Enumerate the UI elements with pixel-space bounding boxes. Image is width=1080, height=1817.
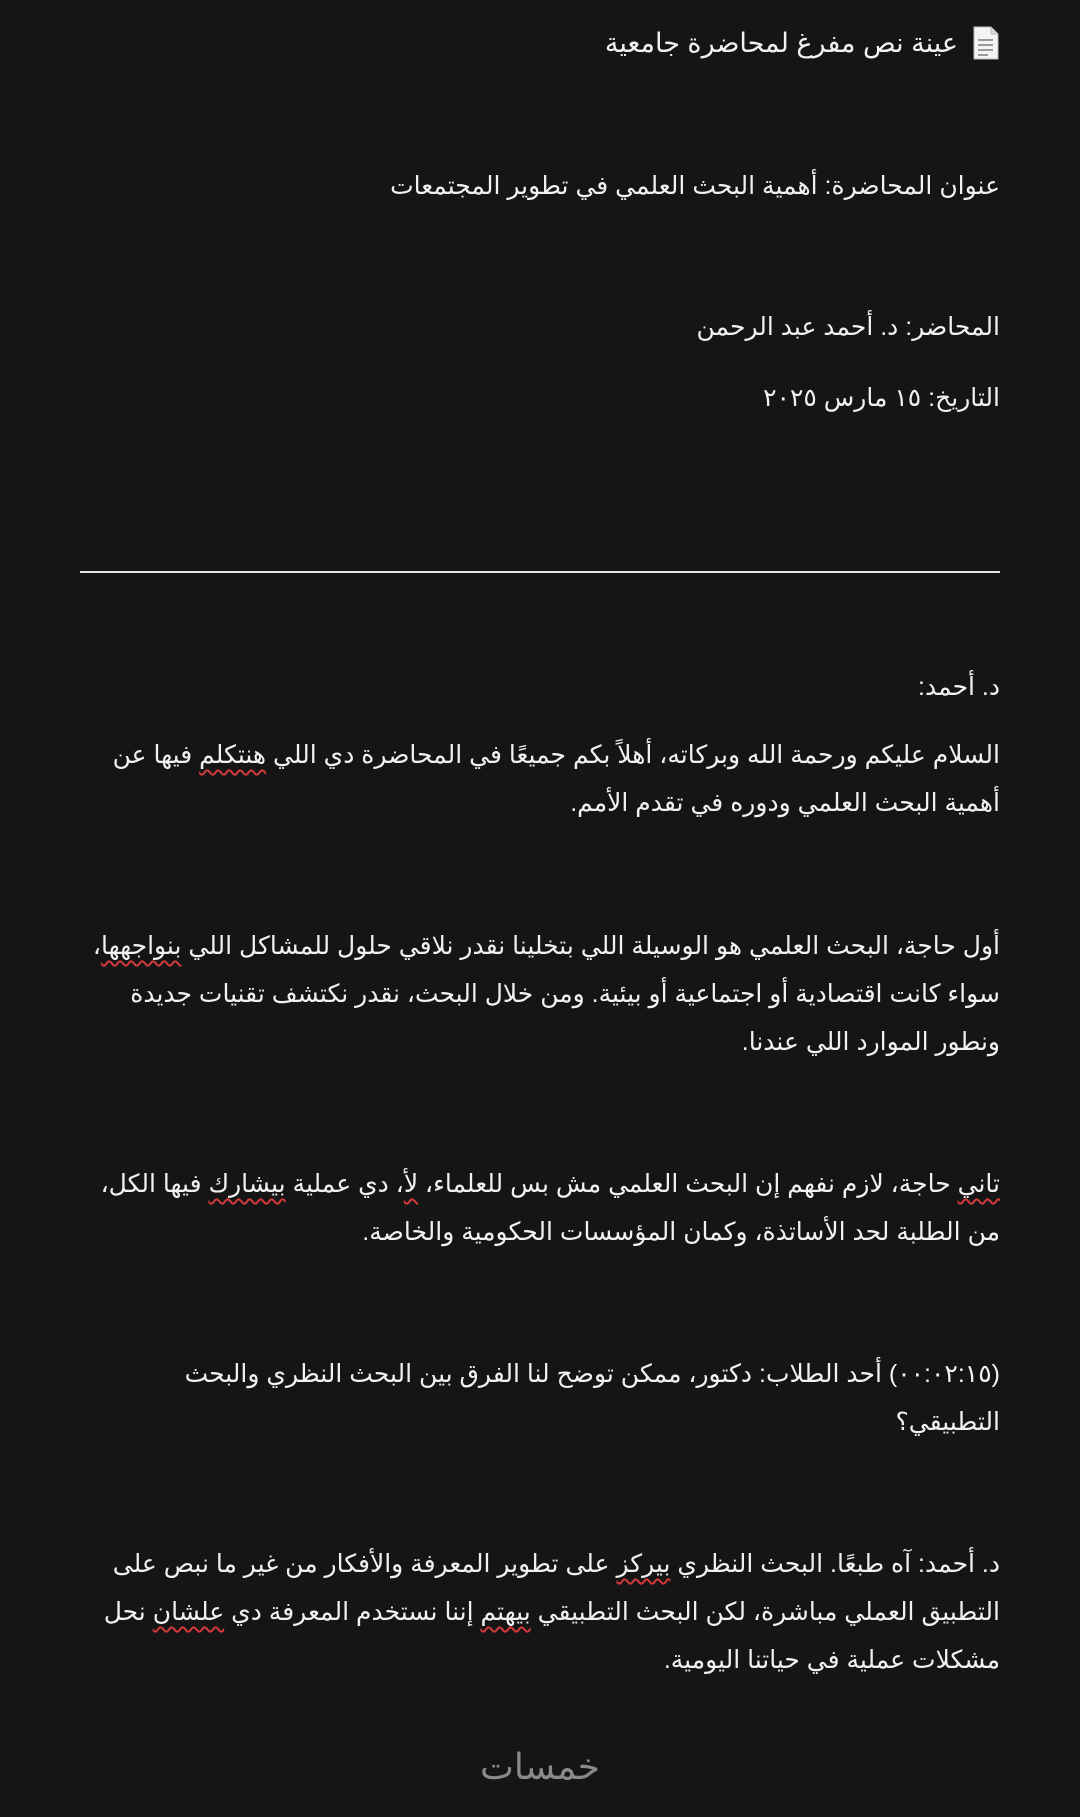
- transcript-paragraph-4: (٠٠:٠٢:١٥) أحد الطلاب: دكتور، ممكن توضح لنا الفرق بين البحث النظري والبحث التطبيقي؟: [184, 1360, 1000, 1436]
- transcript-paragraph-3: [80, 1160, 1000, 1256]
- text-segment: على تطوير المعرفة والأفكار من غير ما نبص على التطبيق العملي مباشرة، لكن البحث التطبيقي: [112, 1550, 1000, 1626]
- text-segment: د. أحمد: آه طبعًا. البحث النظري: [670, 1550, 1000, 1578]
- text-segment: حاجة، لازم نفهم إن البحث العلمي مش بس للعلماء،: [418, 1170, 958, 1198]
- footer-logo: خمسات: [479, 1746, 601, 1787]
- misspelled-word[interactable]: تاني: [957, 1170, 1000, 1198]
- transcript-paragraph-5: [80, 1540, 1000, 1684]
- text-segment: ، دي عملية: [285, 1170, 404, 1198]
- lecture-title: عنوان المحاضرة: أهمية البحث العلمي في تطوير المجتمعات: [390, 172, 1000, 200]
- divider: [80, 571, 1000, 573]
- document-title-bar: [605, 22, 1000, 64]
- lecturer-name: المحاضر: د. أحمد عبد الرحمن: [696, 313, 1000, 341]
- document-title: عينة نص مفرغ لمحاضرة جامعية: [604, 28, 958, 58]
- misspelled-word[interactable]: علشان: [152, 1598, 225, 1626]
- text-segment: السلام عليكم ورحمة الله وبركاته، أهلاً بكم جميعًا في المحاضرة دي اللي: [266, 741, 1000, 769]
- speaker-label: د. أحمد:: [918, 673, 1000, 701]
- misspelled-word[interactable]: بيهتم: [480, 1598, 531, 1626]
- text-segment: نحل مشكلات عملية في حياتنا اليومية.: [103, 1598, 1000, 1674]
- transcript-paragraph-1: [80, 731, 1000, 827]
- text-segment: إننا نستخدم المعرفة دي: [224, 1598, 481, 1626]
- text-segment: فيها الكل، من الطلبة لحد الأساتذة، وكمان المؤسسات الحكومية والخاصة.: [100, 1170, 1000, 1246]
- misspelled-word[interactable]: هنتكلم: [199, 741, 267, 769]
- text-segment: أول حاجة، البحث العلمي هو الوسيلة اللي بتخلينا نقدر نلاقي حلول للمشاكل اللي: [181, 932, 1000, 960]
- document-page: [80, 0, 1000, 1817]
- misspelled-word[interactable]: بيركز: [616, 1550, 671, 1578]
- document-icon: [972, 26, 1000, 60]
- text-segment: ، سواء كانت اقتصادية أو اجتماعية أو بيئية. ومن خلال البحث، نقدر نكتشف تقنيات جديدة ونطور الموارد اللي عندنا.: [92, 932, 1000, 1056]
- misspelled-word[interactable]: بيشارك: [208, 1170, 286, 1198]
- misspelled-word[interactable]: لأ: [403, 1170, 419, 1198]
- lecture-date: التاريخ: ١٥ مارس ٢٠٢٥: [763, 384, 1000, 412]
- text-segment: فيها عن أهمية البحث العلمي ودوره في تقدم الأمم.: [112, 741, 1000, 817]
- transcript-paragraph-2: [80, 922, 1000, 1066]
- misspelled-word[interactable]: بنواجهها: [100, 932, 182, 960]
